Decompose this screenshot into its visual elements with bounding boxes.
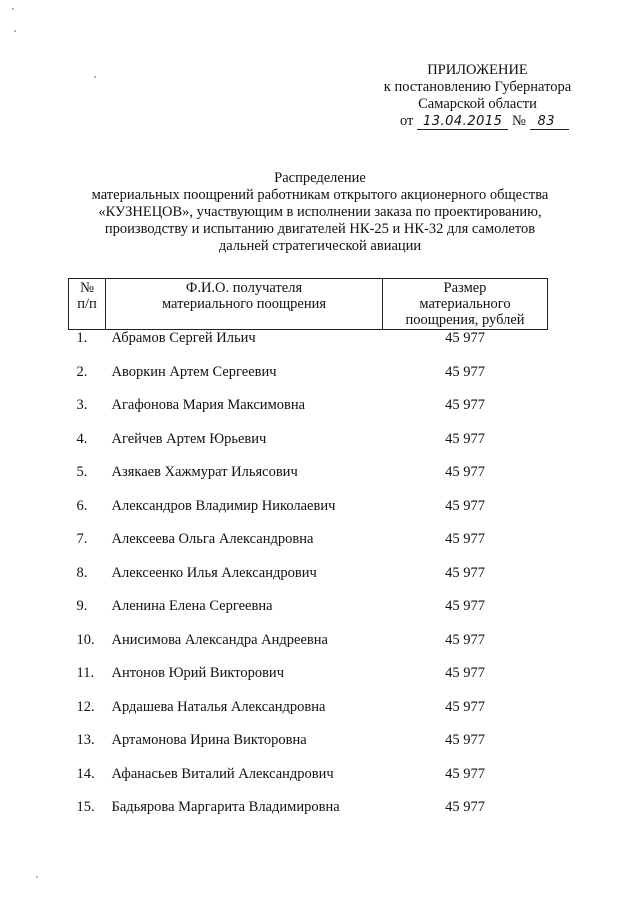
header-amount-line2: материального <box>419 296 511 312</box>
row-name: Артамонова Ирина Викторовна <box>111 732 307 748</box>
row-number: 3. <box>76 397 88 413</box>
row-amount: 45 977 <box>445 397 485 413</box>
row-amount: 45 977 <box>445 732 485 748</box>
row-number: 7. <box>76 531 88 547</box>
table-row <box>69 799 548 833</box>
row-name: Ардашева Наталья Александровна <box>111 698 326 715</box>
title-line4: производству и испытанию двигателей НК-25 и НК-32 для самолетов <box>104 221 536 237</box>
row-name: Алексеева Ольга Александровна <box>111 531 314 547</box>
scan-speck <box>14 30 16 32</box>
table-row <box>69 766 548 800</box>
scan-speck <box>36 876 38 878</box>
row-name: Агафонова Мария Максимовна <box>111 397 306 413</box>
row-amount: 45 977 <box>445 631 485 648</box>
row-number: 11. <box>76 665 95 681</box>
date-value: 13.04.2015 <box>417 114 508 130</box>
row-name: Антонов Юрий Викторович <box>111 665 284 681</box>
row-name: Афанасьев Виталий Александрович <box>111 765 334 782</box>
table-row <box>69 632 548 666</box>
row-number: 10. <box>76 631 95 648</box>
table-row <box>69 330 548 364</box>
table-row <box>69 598 548 632</box>
row-name: Аленина Елена Сергеевна <box>111 598 273 614</box>
row-name: Абрамов Сергей Ильич <box>111 330 256 346</box>
table-row <box>69 531 548 565</box>
row-name: Агейчев Артем Юрьевич <box>111 430 267 447</box>
title-line2: материальных поощрений работникам открытого акционерного общества <box>91 187 549 203</box>
number-label: № <box>512 113 526 129</box>
row-number: 1. <box>76 330 88 346</box>
table-row <box>69 732 548 766</box>
row-amount: 45 977 <box>445 531 485 547</box>
header-amount <box>383 279 548 330</box>
table-header-row <box>69 279 548 330</box>
title-line5: дальней стратегической авиации <box>218 238 422 254</box>
table-row <box>69 464 548 498</box>
header-number-line2: п/п <box>77 296 97 312</box>
scan-speck <box>12 8 14 10</box>
appendix-line1: к постановлению Губернатора <box>383 79 572 95</box>
row-amount: 45 977 <box>445 598 485 614</box>
title-line1: Распределение <box>274 170 366 186</box>
row-number: 6. <box>76 497 88 514</box>
header-number-line1: № <box>80 280 94 296</box>
row-name: Азякаев Хажмурат Ильясович <box>111 464 298 480</box>
row-amount: 45 977 <box>445 464 485 480</box>
row-number: 9. <box>76 598 88 614</box>
number-value: 83 <box>530 114 570 130</box>
row-name: Алексеенко Илья Александрович <box>111 564 317 581</box>
row-amount: 45 977 <box>445 564 485 581</box>
row-number: 12. <box>76 698 95 715</box>
row-number: 15. <box>76 799 95 815</box>
header-name-line2: материального поощрения <box>161 296 327 312</box>
table-row <box>69 498 548 532</box>
table-row <box>69 665 548 699</box>
table-row <box>69 431 548 465</box>
header-amount-line1: Размер <box>443 280 487 296</box>
appendix-date-line <box>384 113 585 130</box>
table-row <box>69 397 548 431</box>
row-amount: 45 977 <box>445 665 485 681</box>
row-amount: 45 977 <box>445 363 485 380</box>
row-amount: 45 977 <box>445 330 485 346</box>
table-row <box>69 364 548 398</box>
row-amount: 45 977 <box>445 799 485 815</box>
recipients-table <box>68 278 548 833</box>
row-number: 13. <box>76 732 95 748</box>
row-amount: 45 977 <box>445 497 485 514</box>
document-title <box>60 170 580 255</box>
row-amount: 45 977 <box>445 430 485 447</box>
row-number: 8. <box>76 564 88 581</box>
row-name: Анисимова Александра Андреевна <box>111 631 328 648</box>
row-name: Александров Владимир Николаевич <box>111 497 336 514</box>
row-amount: 45 977 <box>445 698 485 715</box>
table-row <box>69 565 548 599</box>
table-row <box>69 699 548 733</box>
appendix-line2: Самарской области <box>418 96 537 112</box>
row-amount: 45 977 <box>445 765 485 782</box>
appendix-heading: ПРИЛОЖЕНИЕ <box>427 62 528 78</box>
row-name: Бадьярова Маргарита Владимировна <box>111 799 340 815</box>
scan-speck <box>94 76 96 78</box>
header-amount-line3: поощрения, рублей <box>405 312 525 328</box>
row-number: 5. <box>76 464 88 480</box>
row-number: 2. <box>76 363 88 380</box>
row-number: 14. <box>76 765 95 782</box>
date-prefix: от <box>399 113 414 129</box>
header-name-line1: Ф.И.О. получателя <box>185 280 303 296</box>
row-number: 4. <box>76 430 88 447</box>
title-line3: «КУЗНЕЦОВ», участвующим в исполнении заказа по проектированию, <box>98 204 542 220</box>
appendix-block <box>370 62 585 130</box>
row-name: Аворкин Артем Сергеевич <box>111 363 277 380</box>
header-name <box>106 279 383 330</box>
header-number <box>69 279 106 330</box>
